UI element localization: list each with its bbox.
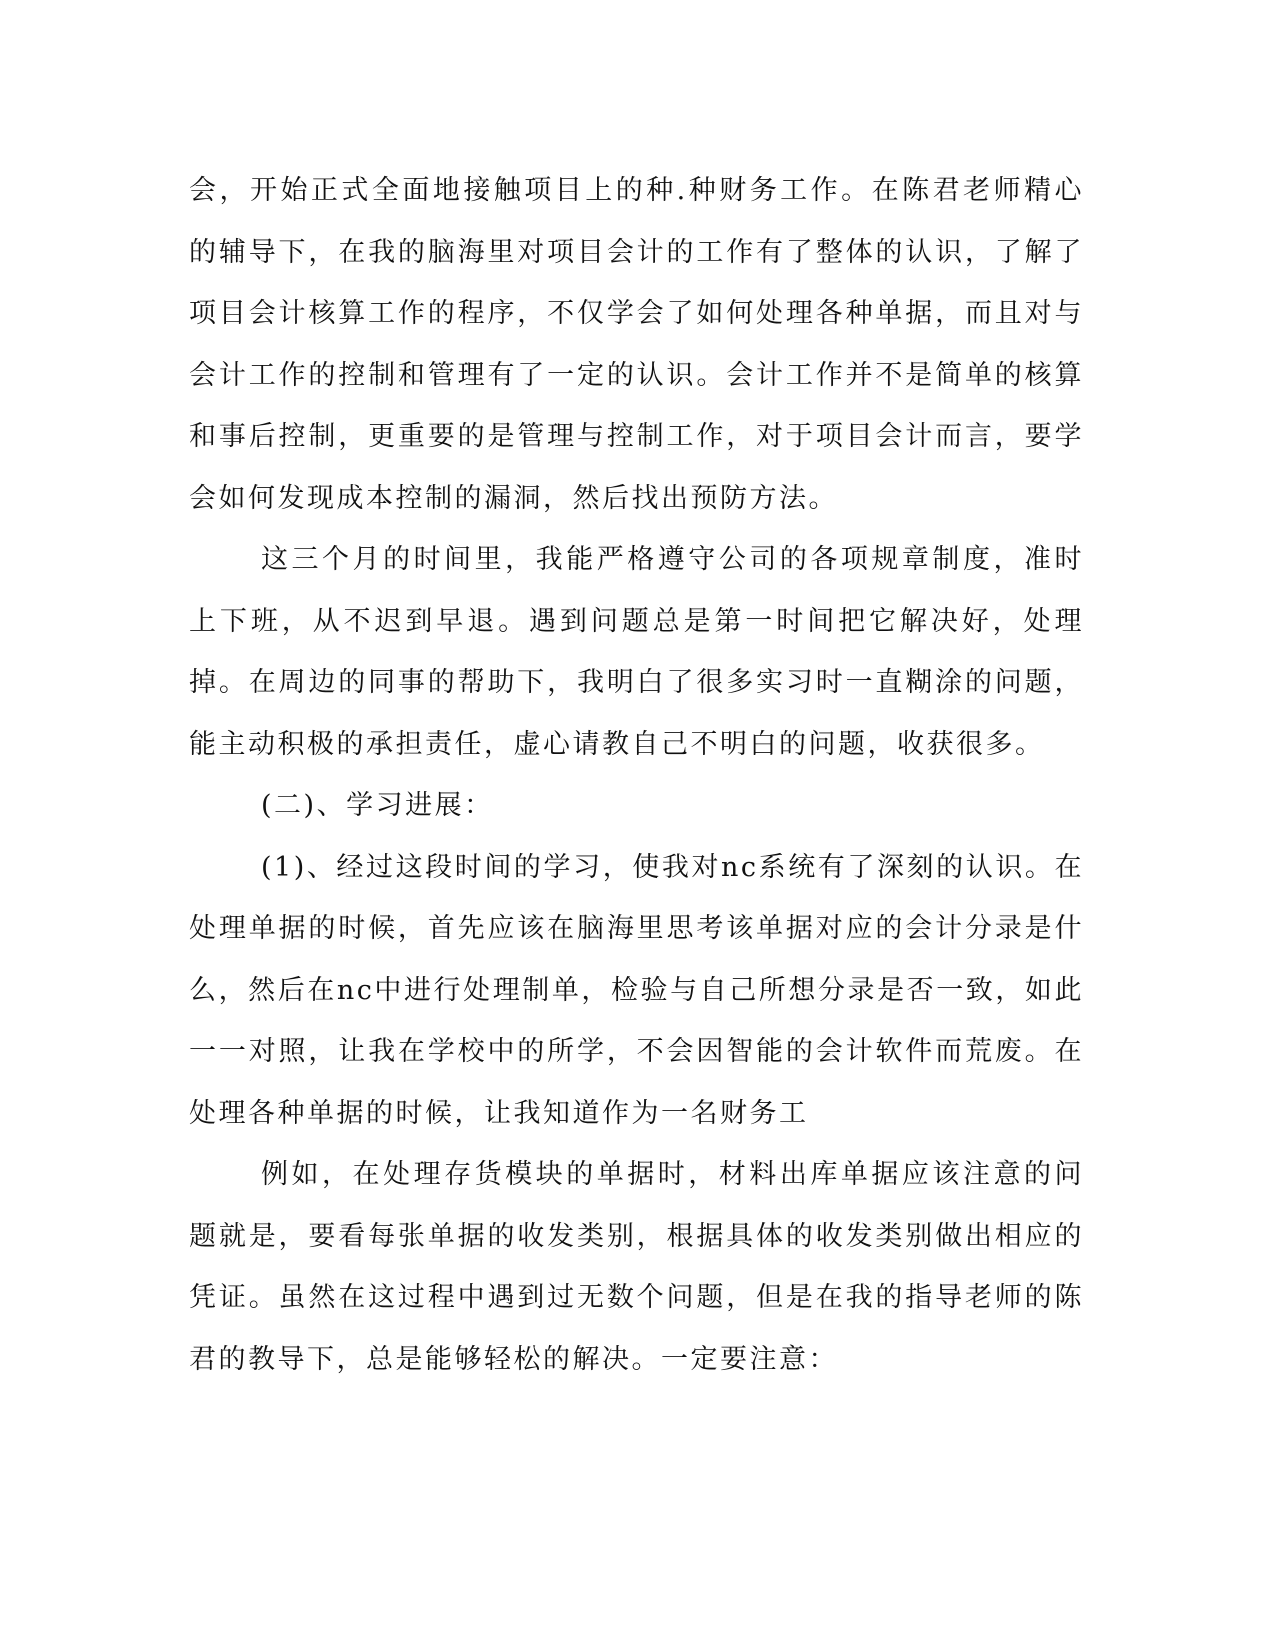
section-heading-learning-progress: (二)、学习进展：: [261, 790, 494, 821]
paragraph-nc-system: (1)、经过这段时间的学习，使我对nc系统有了深刻的认识。在处理单据的时候，首先应该在脑海里思考该单据对应的会计分录是什么，然后在nc中进行处理制单，检验与自己所想分录是否一致，如此一一对照，让我在学校中的所学，不会因智能的会计软件而荒废。在处理各种单据的时候，让我知道作为一名财务工: [189, 851, 1084, 1129]
document-body: [189, 160, 1084, 1390]
paragraph-continuation: 会，开始正式全面地接触项目上的种.种财务工作。在陈君老师精心的辅导下，在我的脑海里对项目会计的工作有了整体的认识，了解了项目会计核算工作的程序，不仅学会了如何处理各种单据，而且对与会计工作的控制和管理有了一定的认识。会计工作并不是简单的核算和事后控制，更重要的是管理与控制工作，对于项目会计而言，要学会如何发现成本控制的漏洞，然后找出预防方法。: [189, 175, 1084, 514]
paragraph-inventory-example: 例如，在处理存货模块的单据时，材料出库单据应该注意的问题就是，要看每张单据的收发类别，根据具体的收发类别做出相应的凭证。虽然在这过程中遇到过无数个问题，但是在我的指导老师的陈君的教导下，总是能够轻松的解决。一定要注意：: [189, 1159, 1084, 1375]
paragraph-attendance: 这三个月的时间里，我能严格遵守公司的各项规章制度，准时上下班，从不迟到早退。遇到问题总是第一时间把它解决好，处理掉。在周边的同事的帮助下，我明白了很多实习时一直糊涂的问题，能主动积极的承担责任，虚心请教自己不明白的问题，收获很多。: [189, 544, 1084, 760]
